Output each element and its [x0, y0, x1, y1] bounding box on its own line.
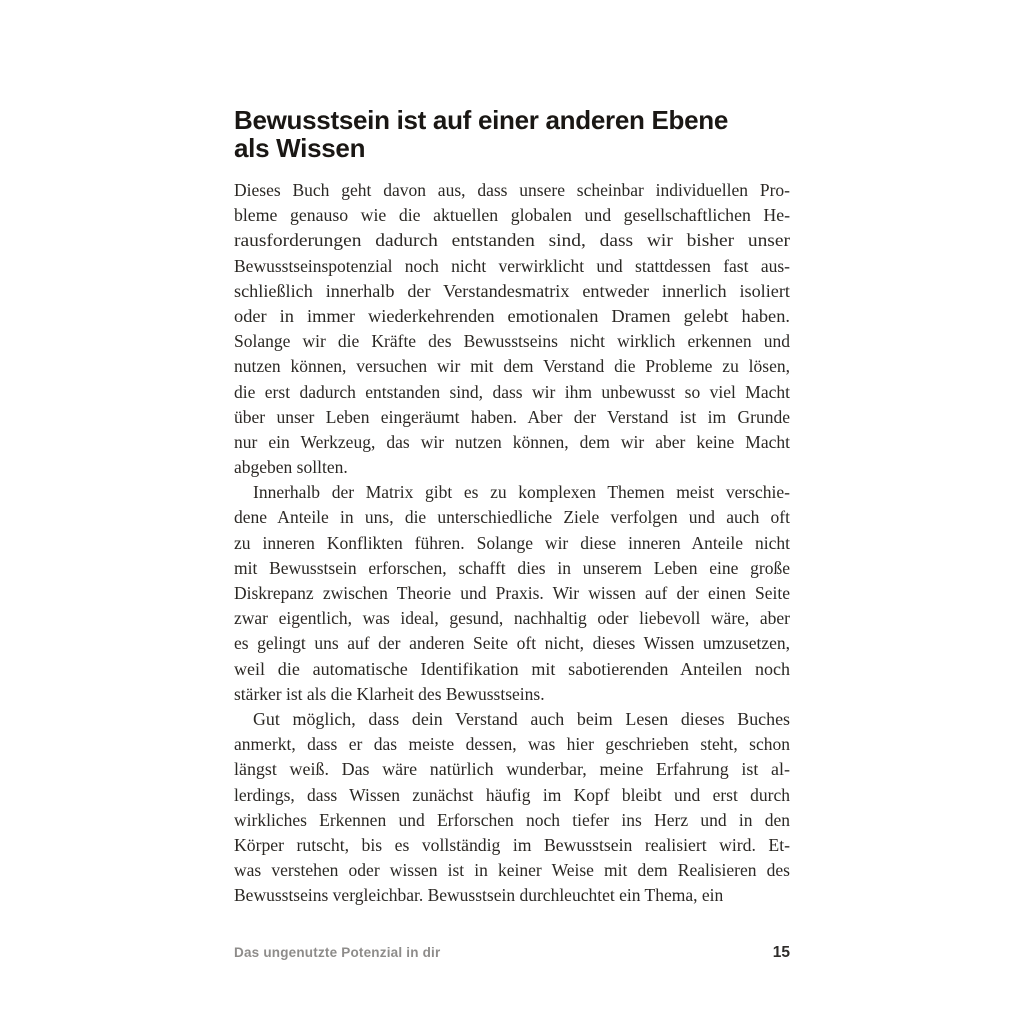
page-content	[234, 0, 790, 908]
body-line: bleme genauso wie die aktuellen globalen und gesellschaftlichen He-	[234, 205, 790, 226]
body-line: Diskrepanz zwischen Theorie und Praxis. Wir wissen auf der einen Seite	[234, 583, 790, 603]
body-line: nutzen können, versuchen wir mit dem Verstand die Probleme zu lösen,	[234, 356, 790, 377]
chapter-heading	[234, 106, 790, 162]
body-line: Körper rutscht, bis es vollständig im Bewusstsein realisiert wird. Et-	[234, 834, 790, 855]
body-paragraph	[234, 480, 790, 707]
body-line: lerdings, dass Wissen zunächst häufig im Kopf bleibt und erst durch	[234, 784, 790, 805]
body-line: Innerhalb der Matrix gibt es zu komplexen Themen meist verschie-	[253, 482, 790, 503]
body-line: über unser Leben eingeräumt haben. Aber der Verstand ist im Grunde	[234, 406, 790, 427]
body-line: mit Bewusstsein erforschen, schafft dies in unserem Leben eine große	[234, 557, 790, 578]
body-line: dene Anteile in uns, die unterschiedliche Ziele verfolgen und auch oft	[234, 507, 790, 528]
body-line: Bewusstseins vergleichbar. Bewusstsein durchleuchtet ein Thema, ein	[234, 885, 724, 906]
body-paragraph	[234, 707, 790, 909]
body-line: oder in immer wiederkehrenden emotionalen Dramen gelebt haben.	[234, 305, 790, 326]
body-line: schließlich innerhalb der Verstandesmatrix entweder innerlich isoliert	[234, 280, 790, 301]
body-line: es gelingt uns auf der anderen Seite oft nicht, dieses Wissen umzusetzen,	[234, 633, 790, 654]
chapter-heading-line-2: als Wissen	[234, 133, 366, 163]
body-line: stärker ist als die Klarheit des Bewusstseins.	[234, 683, 545, 704]
body-line: die erst dadurch entstanden sind, dass wir ihm unbewusst so viel Macht	[234, 381, 790, 402]
page-number: 15	[772, 944, 790, 961]
body-line: Dieses Buch geht davon aus, dass unsere scheinbar individuellen Pro-	[234, 180, 790, 200]
body-line: Solange wir die Kräfte des Bewusstseins nicht wirklich erkennen und	[234, 331, 790, 352]
body-line: abgeben sollten.	[234, 457, 348, 478]
running-footer	[234, 944, 790, 962]
body-paragraph	[234, 178, 790, 480]
body-line: längst weiß. Das wäre natürlich wunderbar, meine Erfahrung ist al-	[234, 759, 790, 780]
body-line: anmerkt, dass er das meiste dessen, was hier geschrieben steht, schon	[234, 734, 790, 755]
footer-running-title: Das ungenutzte Potenzial in dir	[234, 945, 441, 960]
body-line: was verstehen oder wissen ist in keiner Weise mit dem Realisieren des	[234, 860, 790, 881]
body-line: weil die automatische Identifikation mit sabotierenden Anteilen noch	[234, 658, 790, 679]
text-block	[234, 178, 790, 908]
body-line: zwar eigentlich, was ideal, gesund, nachhaltig oder liebevoll wäre, aber	[234, 608, 790, 629]
body-line: zu inneren Konflikten führen. Solange wir diese inneren Anteile nicht	[234, 532, 790, 553]
body-line: rausforderungen dadurch entstanden sind, dass wir bisher unser	[234, 230, 790, 251]
body-line: Gut möglich, dass dein Verstand auch beim Lesen dieses Buches	[253, 708, 790, 729]
chapter-heading-line-1: Bewusstsein ist auf einer anderen Ebene	[234, 105, 729, 135]
body-line: nur ein Werkzeug, das wir nutzen können, dem wir aber keine Macht	[234, 431, 790, 452]
body-line: Bewusstseinspotenzial noch nicht verwirklicht und stattdessen fast aus-	[234, 255, 790, 276]
body-line: wirkliches Erkennen und Erforschen noch tiefer ins Herz und in den	[234, 809, 790, 830]
